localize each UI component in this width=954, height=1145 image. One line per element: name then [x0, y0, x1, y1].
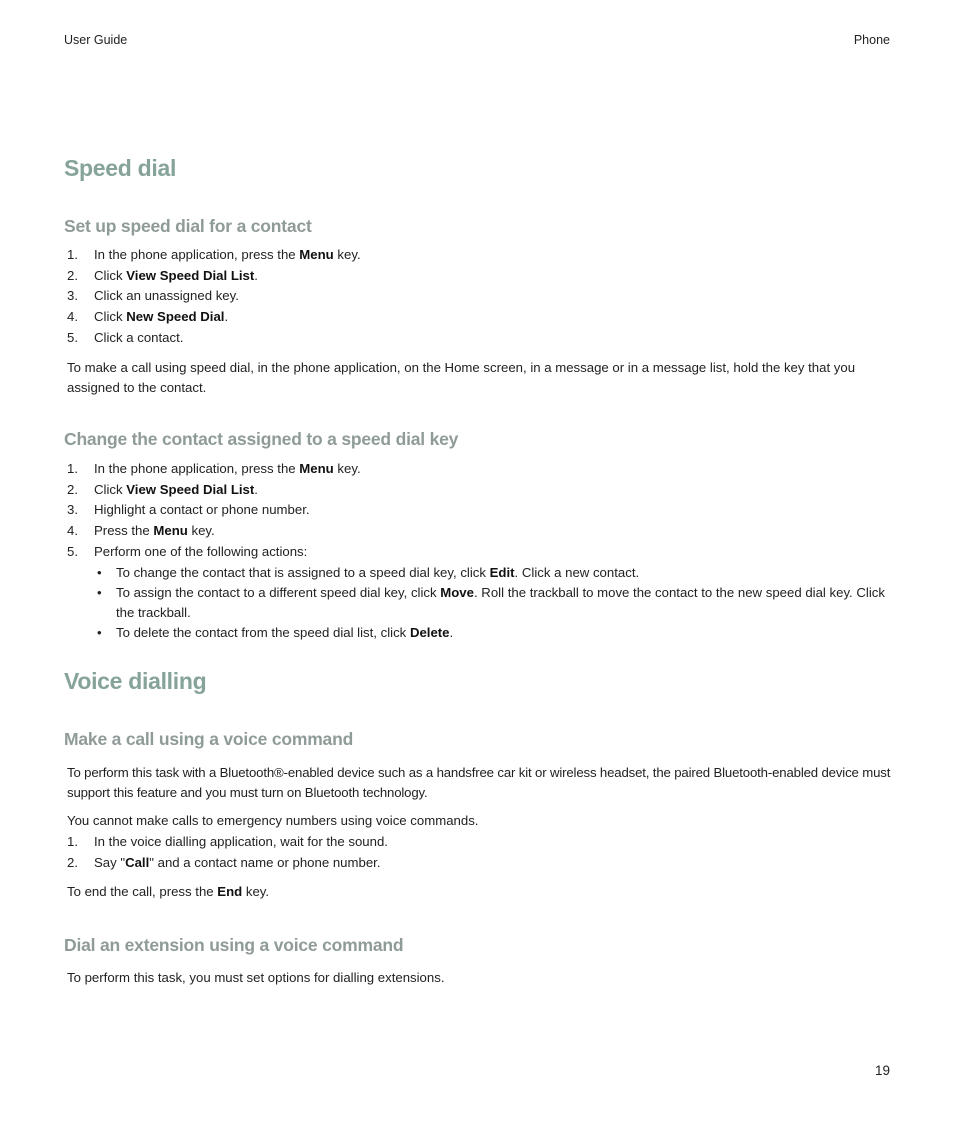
list-item: 2. Click View Speed Dial List. [67, 481, 258, 497]
end-call-note: To end the call, press the End key. [67, 884, 270, 899]
heading-set-up-speed-dial: Set up speed dial for a contact [64, 216, 312, 236]
bullet-icon: • [97, 625, 102, 641]
bullet-icon: • [97, 564, 102, 580]
list-item: • To change the contact that is assigned to a speed dial key, click Edit. Click a new contact. [94, 563, 892, 582]
list-item: 5. Click a contact. [67, 329, 184, 345]
list-item: • To assign the contact to a different speed dial key, click Move. Roll the trackball to move the contact to the new speed dial key. Click the trackball. [97, 585, 885, 620]
bullet-icon: • [97, 585, 102, 601]
speed-dial-usage-note: To make a call using speed dial, in the phone application, on the Home screen, in a message or in a message list, hold the key that you assigned to the contact. [67, 360, 856, 395]
emergency-number-note: You cannot make calls to emergency numbers using voice commands. [67, 813, 479, 828]
running-header-title: User Guide [64, 33, 128, 47]
heading-change-contact: Change the contact assigned to a speed dial key [64, 429, 459, 449]
setup-steps-list [67, 245, 892, 349]
voice-call-steps-list [67, 832, 892, 873]
list-item: 2. Say "Call" and a contact name or phone number. [67, 854, 381, 870]
list-item: • To delete the contact from the speed dial list, click Delete. [94, 623, 892, 642]
bluetooth-requirement-note: To perform this task with a Bluetooth®-enabled device such as a handsfree car kit or wireless headset, the paired Bluetooth-enabled device must support this feature and you must turn on Bluetooth technology. [67, 765, 891, 800]
list-item: 1. In the phone application, press the Menu key. [67, 247, 361, 262]
heading-speed-dial: Speed dial [64, 155, 177, 181]
list-item: 3. Highlight a contact or phone number. [67, 502, 310, 518]
change-steps-list [67, 459, 892, 644]
list-item: 2. Click View Speed Dial List. [67, 267, 258, 283]
running-header-section: Phone [853, 33, 890, 47]
action-options-list [94, 563, 892, 643]
list-item: 1. In the phone application, press the Menu key. [67, 461, 361, 476]
page-number: 19 [874, 1063, 890, 1078]
heading-dial-extension: Dial an extension using a voice command [64, 935, 404, 955]
list-item: 5. Perform one of the following actions: • To change the contact that is assigned to a speed dial key, click Edit. Click a new contact. • To assign the contact to a different speed dial key, click Move. Roll the trackball to move the contact to the new speed dial key. Click the trackball. • To delete the contact from the speed dial list, click Delete. [67, 542, 892, 643]
heading-voice-dialling: Voice dialling [64, 668, 207, 694]
list-item: 4. Click New Speed Dial. [67, 309, 229, 325]
list-item: 4. Press the Menu key. [67, 523, 215, 539]
extension-requirement-note: To perform this task, you must set options for dialling extensions. [67, 970, 445, 985]
heading-make-call-voice: Make a call using a voice command [64, 729, 354, 749]
list-item: 3. Click an unassigned key. [67, 288, 239, 304]
list-item: 1. In the voice dialling application, wait for the sound. [67, 834, 388, 849]
